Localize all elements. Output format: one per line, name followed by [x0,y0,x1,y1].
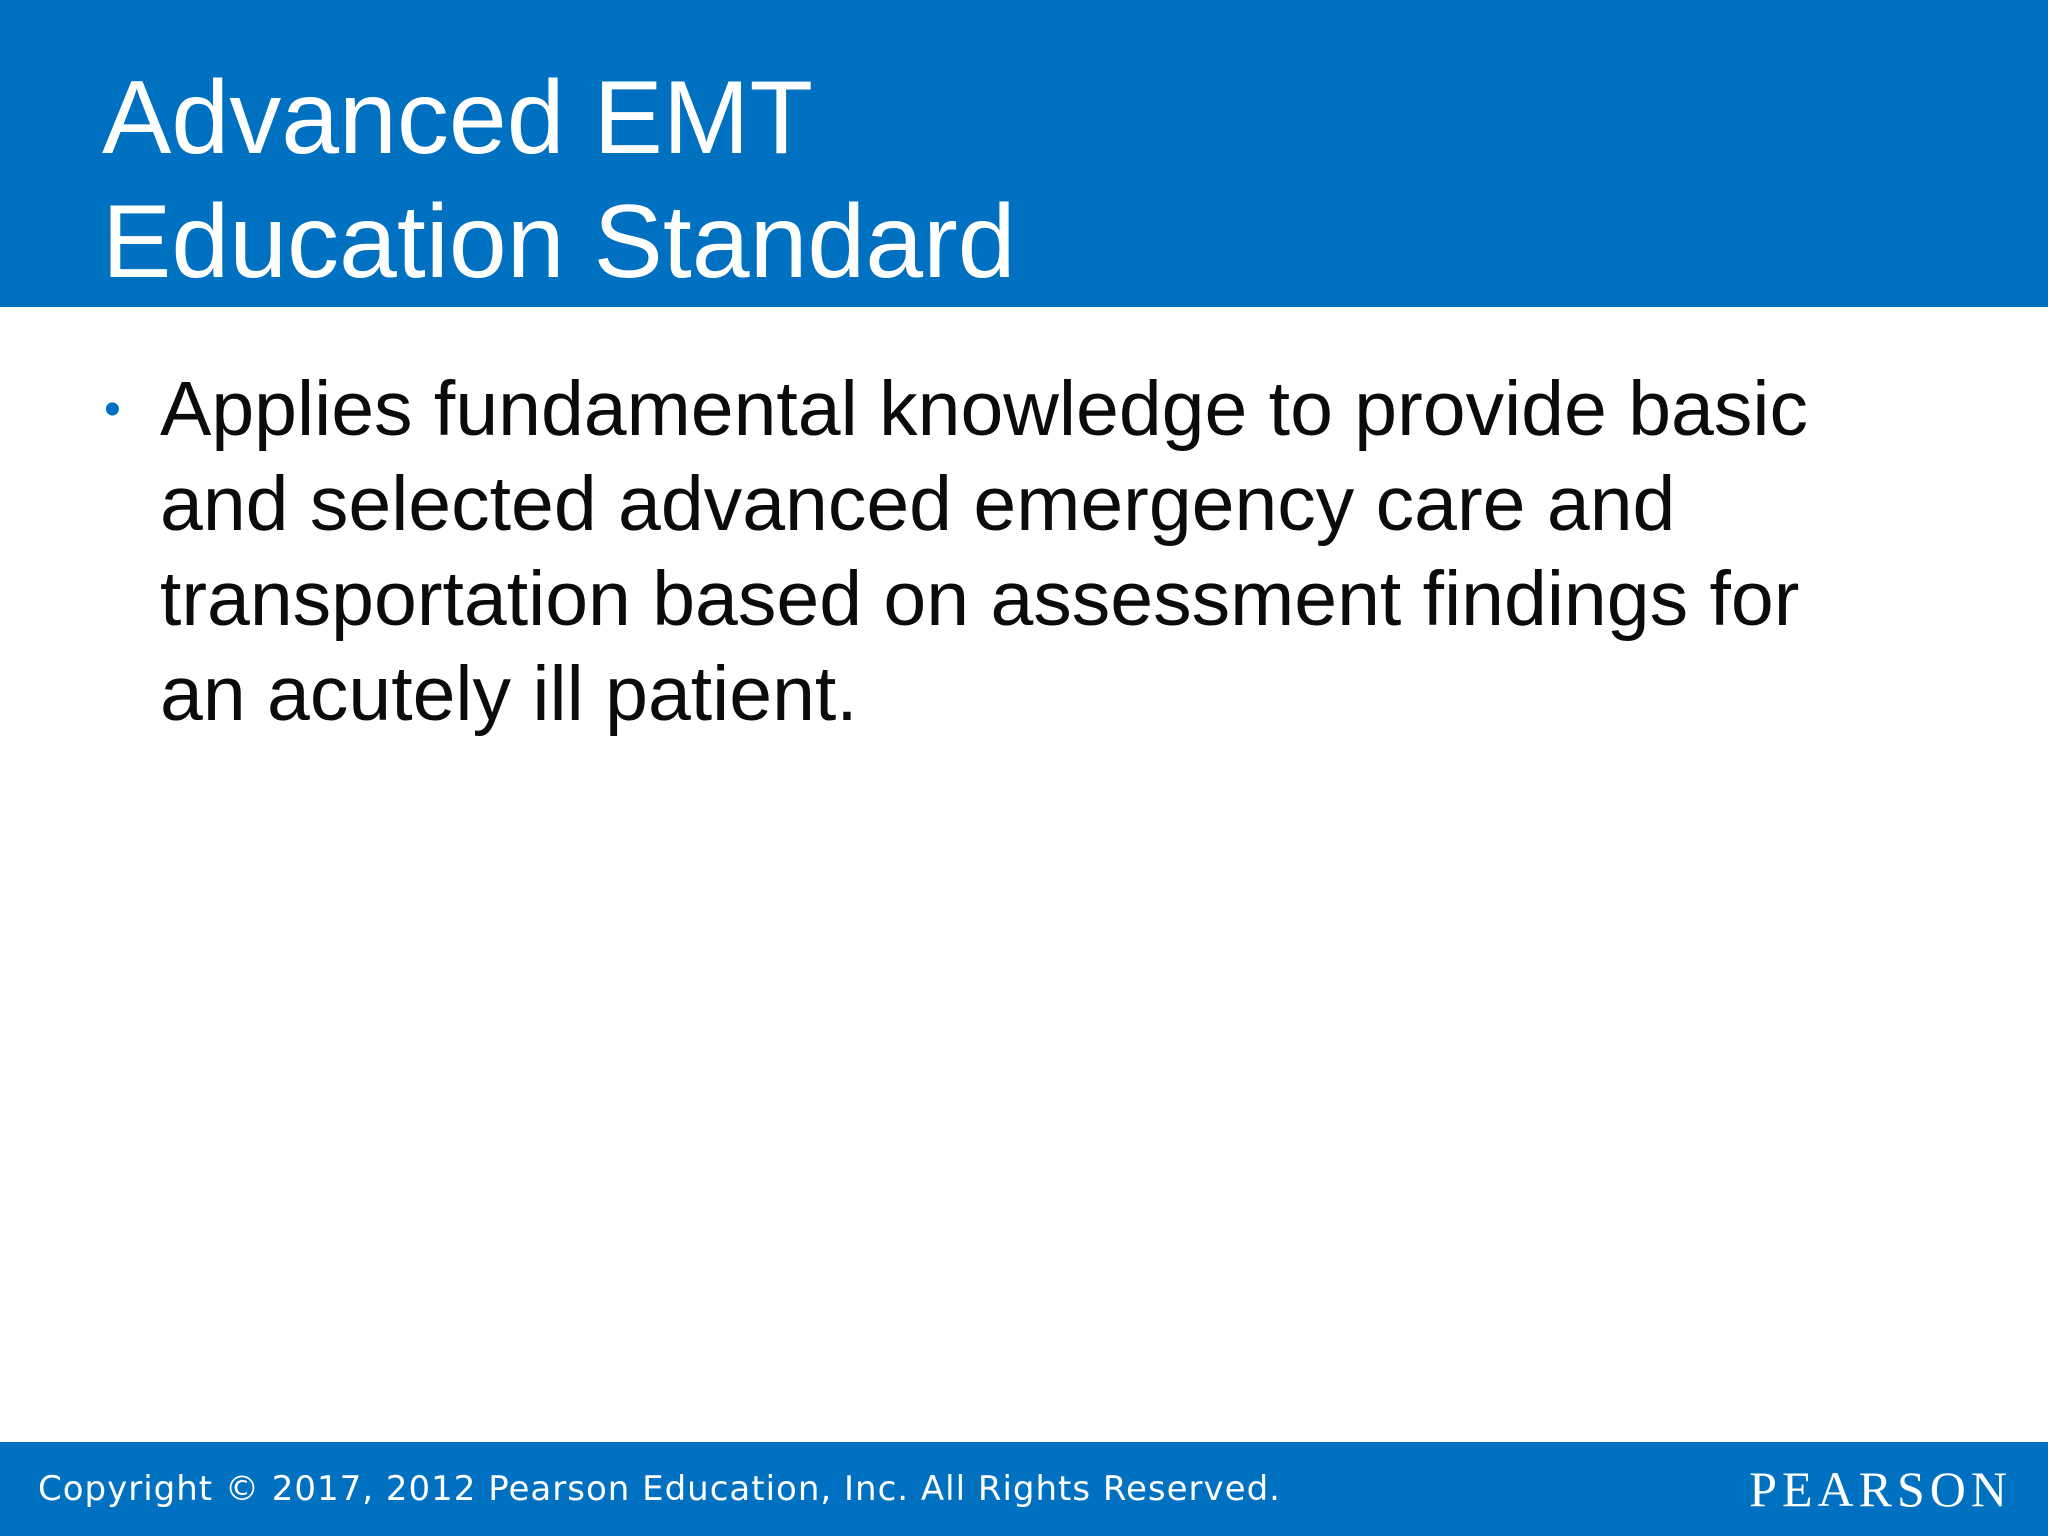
bullet-line-4: an acutely ill patient. [160,651,858,737]
title-banner [0,0,2048,307]
slide-title [102,56,1016,304]
pearson-logo: PEARSON [1749,1461,2012,1517]
footer-bar [0,1442,2048,1536]
bullet-line-2: and selected advanced emergency care and [160,461,1676,547]
slide-title-line-1: Advanced EMT [102,60,813,176]
bullet-dot-icon: • [104,383,121,436]
slide-title-line-2: Education Standard [102,184,1016,300]
bullet-line-3: transportation based on assessment findings for [160,556,1800,642]
copyright-notice: Copyright © 2017, 2012 Pearson Education, Inc. All Rights Reserved. [38,1469,1281,1509]
slide-body [102,362,1982,742]
bullet-line-1: Applies fundamental knowledge to provide basic [160,366,1808,452]
bullet-item [102,362,1982,742]
